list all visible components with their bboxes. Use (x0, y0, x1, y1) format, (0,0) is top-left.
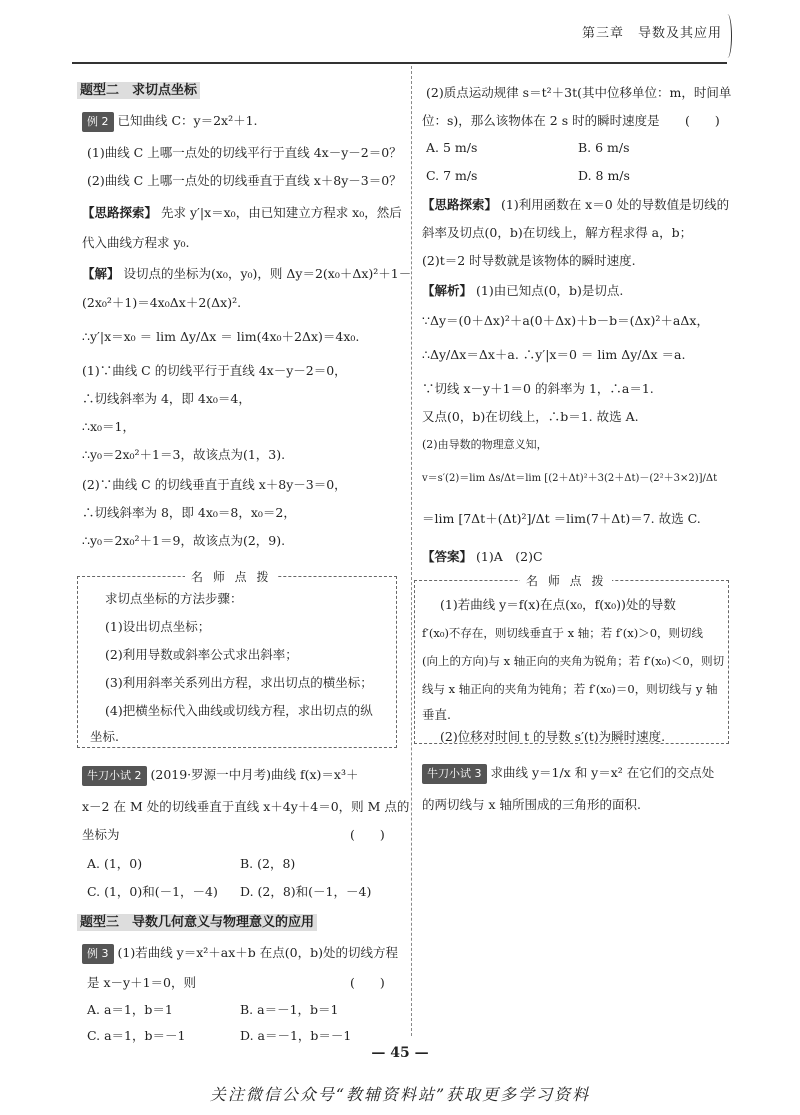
tip-left-4: (3)利用斜率关系列出方程，求出切点的横坐标； (105, 675, 373, 690)
example-3-answer-paren: ( ) (350, 975, 385, 990)
tip-left-2: (1)设出切点坐标； (105, 619, 211, 634)
try-2-line-3: 坐标为 (82, 827, 120, 842)
section-title-2: 题型二 求切点坐标 (77, 82, 200, 100)
example-2-stem: 例 2 已知曲线 C：y＝2x²＋1. (82, 112, 258, 132)
try-2-answer-paren: ( ) (350, 827, 385, 842)
example-2-think-2: 代入曲线方程求 y₀. (82, 235, 190, 250)
column-divider (411, 66, 412, 1036)
try-2-line-1: 牛刀小试 2 (2019·罗源一中月考)曲线 f(x)＝x³＋ (82, 766, 359, 786)
try-2-line-2: x－2 在 M 处的切线垂直于直线 x＋4y＋4＝0，则 M 点的 (82, 799, 410, 814)
right-think-3: (2)t＝2 时导数就是该物体的瞬时速度. (422, 253, 636, 268)
solution-line-10: ∴y₀＝2x₀²＋1＝9，故该点为(2，9). (82, 533, 286, 548)
try-3-badge: 牛刀小试 3 (422, 764, 487, 784)
example-2-badge: 例 2 (82, 112, 114, 132)
tip-left-6: 坐标. (90, 729, 119, 744)
tip-right-2: f′(x₀)不存在，则切线垂直于 x 轴；若 f′(x)＞0，则切线 (422, 626, 704, 640)
example-2-think: 【思路探索】 先求 y′|x＝x₀，由已知建立方程求 x₀，然后 (82, 205, 402, 220)
tip-left-3: (2)利用导数或斜率公式求出斜率； (105, 647, 298, 662)
q2-option-d: D. 8 m/s (578, 168, 630, 183)
example-2-q2: (2)曲线 C 上哪一点处的切线垂直于直线 x＋8y－3＝0？ (87, 173, 402, 188)
solution-line-8: (2)∵曲线 C 的切线垂直于直线 x＋8y－3＝0， (82, 477, 347, 492)
solution-line-3: ∴y′|x＝x₀ ＝ lim Δy/Δx ＝ lim(4x₀＋2Δx)＝4x₀. (82, 329, 360, 344)
right-solution-4: ∵切线 x－y＋1＝0 的斜率为 1，∴a＝1. (422, 381, 654, 396)
tip-left-5: (4)把横坐标代入曲线或切线方程，求出切点的纵 (105, 703, 373, 718)
q2-option-a: A. 5 m/s (426, 140, 478, 155)
tip-right-4: 线与 x 轴正向的夹角为钝角；若 f′(x₀)＝0，则切线与 y 轴 (422, 682, 718, 696)
example-2-solution: 【解】 设切点的坐标为(x₀，y₀)，则 Δy＝2(x₀＋Δx)²＋1－ (82, 266, 412, 281)
example-3-option-d: D. a＝－1，b＝－1 (240, 1028, 352, 1043)
try-2-badge: 牛刀小试 2 (82, 766, 147, 786)
tip-right-1: (1)若曲线 y＝f(x)在点(x₀，f(x₀))处的导数 (440, 597, 676, 612)
right-answer: 【答案】 (1)A (2)C (422, 549, 543, 564)
try-2-option-a: A. (1，0) (87, 856, 143, 871)
solution-line-9: ∴切线斜率为 8，即 4x₀＝8，x₀＝2， (82, 505, 296, 520)
page-number: — 45 — (371, 1045, 429, 1061)
section-title-3: 题型三 导数几何意义与物理意义的应用 (77, 914, 317, 932)
example-3-option-b: B. a＝－1，b＝1 (240, 1002, 339, 1017)
solution-line-2: (2x₀²＋1)＝4x₀Δx＋2(Δx)². (82, 295, 242, 310)
solution-line-7: ∴y₀＝2x₀²＋1＝3，故该点为(1，3). (82, 447, 286, 462)
right-solution-8: ＝lim [7Δt＋(Δt)²]/Δt ＝lim(7＋Δt)＝7. 故选 C. (422, 511, 701, 526)
chapter-header: 第三章 导数及其应用 (581, 26, 722, 41)
q2-line-1: (2)质点运动规律 s＝t²＋3t(其中位移单位：m，时间单 (426, 85, 732, 100)
q2-line-2: 位：s)，那么该物体在 2 s 时的瞬时速度是 (422, 113, 660, 128)
q2-option-b: B. 6 m/s (578, 140, 630, 155)
example-2-q1: (1)曲线 C 上哪一点处的切线平行于直线 4x－y－2＝0？ (87, 145, 402, 160)
right-think-2: 斜率及切点(0，b)在切线上，解方程求得 a，b； (422, 225, 693, 240)
tip-left-1: 求切点坐标的方法步骤： (105, 591, 243, 606)
tip-right-5: 垂直. (422, 707, 451, 722)
try-2-option-c: C. (1，0)和(－1，－4) (87, 884, 218, 899)
footer-note: 关注微信公众号“教辅资料站”获取更多学习资料 (209, 1085, 591, 1104)
header-ornament (723, 14, 732, 58)
header-rule (72, 62, 727, 64)
tip-box-right-title: 名 师 点 拨 (520, 572, 612, 589)
solution-line-6: ∴x₀＝1， (82, 419, 135, 434)
solution-line-4: (1)∵曲线 C 的切线平行于直线 4x－y－2＝0， (82, 363, 347, 378)
example-3-option-a: A. a＝1，b＝1 (87, 1002, 173, 1017)
try-2-option-b: B. (2，8) (240, 856, 296, 871)
right-solution-6: (2)由导数的物理意义知， (422, 438, 548, 451)
q2-answer-paren: ( ) (685, 113, 720, 128)
try-3-line-1: 牛刀小试 3 求曲线 y＝1/x 和 y＝x² 在它们的交点处 (422, 764, 714, 784)
right-solution-2: ∵Δy＝(0＋Δx)²＋a(0＋Δx)＋b－b＝(Δx)²＋aΔx， (422, 313, 709, 328)
right-think-1: 【思路探索】 (1)利用函数在 x＝0 处的导数值是切线的 (422, 197, 730, 212)
right-solution-1: 【解析】 (1)由已知点(0，b)是切点. (422, 283, 624, 298)
right-solution-7: v＝s′(2)＝lim Δs/Δt＝lim [(2＋Δt)²＋3(2＋Δt)－(2²＋3×2)]/Δt (422, 473, 718, 484)
tip-right-6: (2)位移对时间 t 的导数 s′(t)为瞬时速度. (440, 729, 666, 744)
example-3-line-2: 是 x－y＋1＝0，则 (87, 975, 196, 990)
q2-option-c: C. 7 m/s (426, 168, 478, 183)
try-2-option-d: D. (2，8)和(－1，－4) (240, 884, 372, 899)
tip-right-3: (向上的方向)与 x 轴正向的夹角为锐角；若 f′(x₀)＜0，则切 (422, 654, 725, 668)
example-3-badge: 例 3 (82, 944, 114, 964)
try-3-line-2: 的两切线与 x 轴所围成的三角形的面积. (422, 797, 641, 812)
solution-line-5: ∴切线斜率为 4，即 4x₀＝4， (82, 391, 251, 406)
right-solution-3: ∴Δy/Δx＝Δx＋a. ∴y′|x＝0 ＝ lim Δy/Δx ＝a. (422, 347, 686, 362)
tip-box-left-title: 名 师 点 拨 (185, 568, 277, 585)
right-solution-5: 又点(0，b)在切线上，∴b＝1. 故选 A. (422, 409, 639, 424)
example-3-option-c: C. a＝1，b＝－1 (87, 1028, 186, 1043)
example-3-line-1: 例 3 (1)若曲线 y＝x²＋ax＋b 在点(0，b)处的切线方程 (82, 944, 398, 964)
